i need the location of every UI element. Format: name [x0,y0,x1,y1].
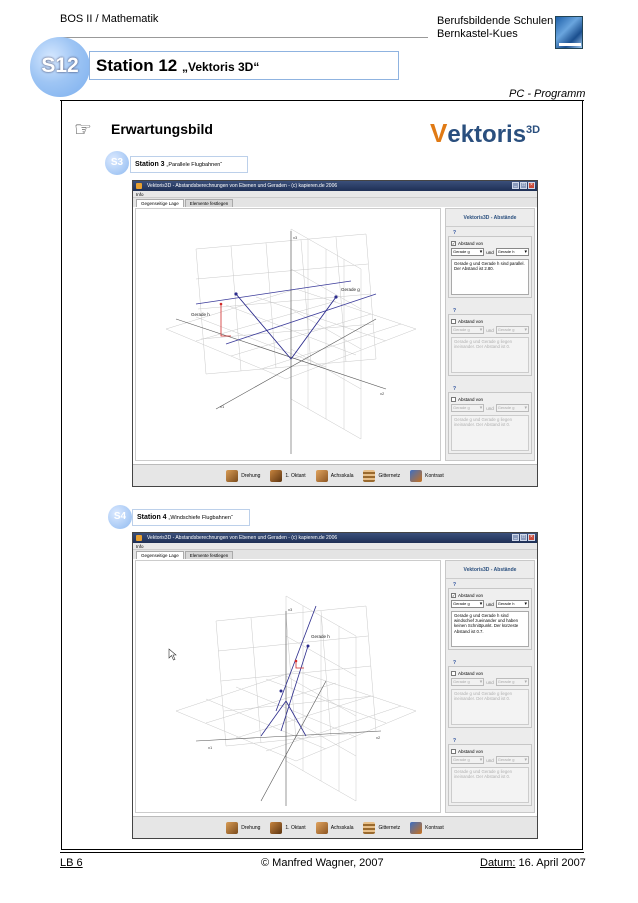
object1-select[interactable]: Gerade g ▾ [451,248,484,256]
gitternetz-label: Gitternetz [378,472,401,479]
minimize-button[interactable]: _ [512,182,519,189]
view-toolbar [133,464,537,486]
label-gerade-h: Gerade h [311,634,330,639]
school-name [437,15,553,41]
result-text: Gerade g und Gerade h sind windschief zueinander und haben keinen Schnittpunkt. Der kürzeste Abstand ist 0.7. [451,611,529,647]
label-x2: x2 [376,735,381,740]
distance-panel [445,208,535,461]
label-gerade-h: Gerade h [191,312,210,317]
station-badge: S12 [30,37,90,97]
result-text: Gerade g und Gerade g liegen ineinander. Der Abstand ist 0. [451,767,529,803]
and-label: und [486,327,494,333]
kontrast-button[interactable] [410,822,444,834]
oktant-label: 1. Oktant [285,472,306,479]
view-toolbar [133,816,537,838]
station4-title-sub: „Windschiefe Flugbahnen“ [168,515,233,521]
3d-canvas[interactable] [135,560,441,813]
scene-svg [136,561,442,814]
label-x1: x1 [208,745,213,750]
vektoris-logo-text: ektoris [447,121,527,148]
distance-group-1 [448,582,532,650]
result-text: Gerade g und Gerade g liegen ineinander. Der Abstand ist 0. [451,337,529,373]
object2-select[interactable]: Gerade g ▾ [496,404,529,412]
scene-svg [136,209,442,462]
contrast-icon [410,822,422,834]
section-heading: Erwartungsbild [111,121,213,137]
object1-select[interactable]: Gerade g ▾ [451,326,484,334]
grid-icon [363,470,375,482]
rotation-icon [226,470,238,482]
footer-rule [60,852,584,853]
vektoris-logo [430,118,570,154]
window-body [133,207,537,486]
tab-elemente-festlegen[interactable]: Elemente festlegen [185,551,234,559]
help-question[interactable]: ? [453,738,457,744]
station3-title-sub: „Parallele Flugbahnen“ [166,162,223,168]
window-titlebar[interactable] [133,181,537,191]
achsskala-label: Achsskala [330,472,354,479]
abstand-label: Abstand von [458,670,484,676]
gitternetz-label: Gitternetz [378,824,401,831]
close-button[interactable]: × [528,534,535,541]
station3-badge: S3 [105,151,129,175]
label-x1: x1 [220,404,225,409]
vektoris-logo-v: V [430,118,448,148]
and-label: und [486,249,494,255]
school-logo [555,16,583,49]
header-rule [60,37,428,38]
distance-panel [445,560,535,813]
category-label: PC - Programm [509,88,586,100]
abstand-checkbox[interactable] [451,397,456,402]
kontrast-label: Kontrast [425,472,444,479]
abstand-checkbox[interactable] [451,671,456,676]
abstand-label: Abstand von [458,240,484,246]
label-gerade-g: Gerade g [341,287,360,292]
grid-icon [363,822,375,834]
window-title: Vektoris3D - Abstandsberechnungen von Ebenen und Geraden - (c) kapieren.de 2006 [147,535,338,541]
abstand-label: Abstand von [458,318,484,324]
school-name-line1: Berufsbildende Schulen [437,15,554,27]
footer-date-label: Datum: [480,857,516,869]
drehung-label: Drehung [241,472,261,479]
footer-date [480,857,586,869]
3d-canvas[interactable] [135,208,441,461]
distance-group-1 [448,230,532,298]
help-question[interactable]: ? [453,660,457,666]
distance-group-3 [448,738,532,806]
achsskala-button[interactable] [316,470,354,482]
abstand-checkbox[interactable]: ✓ [452,240,456,246]
gitternetz-button[interactable] [363,822,400,834]
object2-select[interactable]: Gerade g ▾ [496,756,529,764]
tab-elemente-festlegen[interactable]: Elemente festlegen [185,199,234,207]
kontrast-label: Kontrast [425,824,444,831]
object2-select[interactable]: Gerade g ▾ [496,678,529,686]
object2-select[interactable]: Gerade h ▾ [496,600,529,608]
label-x3: x3 [288,607,293,612]
maximize-button[interactable]: □ [521,534,526,540]
footer-copyright: © Manfred Wagner, 2007 [261,857,384,869]
window-title: Vektoris3D - Abstandsberechnungen von Ebenen und Geraden - (c) kapieren.de 2006 [147,183,338,189]
close-button[interactable]: × [528,182,535,189]
distance-group-2 [448,660,532,728]
oktant-button[interactable] [270,822,305,834]
label-x2: x2 [380,391,385,396]
contrast-icon [410,470,422,482]
and-label: und [486,601,494,607]
lines [261,606,316,736]
label-x3: x3 [293,235,298,240]
panel-logo: Vektoris3D - Abstände [446,561,534,579]
result-text: Gerade g und Gerade g liegen ineinander. Der Abstand ist 0. [451,415,529,451]
object1-select[interactable]: Gerade g ▾ [451,404,484,412]
result-text: Gerade g und Gerade h sind parallel. Der Abstand ist 2.80. [451,259,529,295]
achsskala-button[interactable] [316,822,354,834]
gitternetz-button[interactable] [363,470,400,482]
tab-gegenseitige-lage[interactable]: Gegenseitige Lage [136,199,184,207]
distance-group-3 [448,386,532,454]
kontrast-button[interactable] [410,470,444,482]
station4-app-window [132,532,538,839]
course-label: BOS II / Mathematik [60,13,159,25]
page-title-main: Station 12 [96,56,178,75]
oktant-label: 1. Oktant [285,824,306,831]
app-icon [136,535,142,541]
grid-planes [176,596,416,801]
station3-title-main: Station 3 [135,161,165,168]
school-name-line2: Bernkastel-Kues [437,28,518,40]
footer-date-value: 16. April 2007 [518,857,586,869]
page-title [89,51,399,80]
object1-select[interactable]: Gerade g ▾ [451,600,484,608]
octant-icon [270,822,282,834]
abstand-label: Abstand von [458,748,484,754]
abstand-label: Abstand von [458,592,484,598]
drehung-button[interactable] [226,470,260,482]
rotation-icon [226,822,238,834]
tab-bar [133,550,537,559]
station4-title [132,509,250,526]
help-question[interactable]: ? [453,582,457,588]
axis-scale-icon [316,822,328,834]
app-icon [136,183,142,189]
distance-group-2 [448,308,532,376]
achsskala-label: Achsskala [330,824,354,831]
lines [196,281,376,359]
drehung-button[interactable] [226,822,260,834]
axis-scale-icon [316,470,328,482]
abstand-checkbox[interactable]: ✓ [452,592,456,598]
tab-bar [133,198,537,207]
window-titlebar[interactable] [133,533,537,543]
station4-title-main: Station 4 [137,514,167,521]
abstand-checkbox[interactable] [451,749,456,754]
help-question[interactable]: ? [453,230,457,236]
abstand-checkbox[interactable] [451,319,456,324]
footer-lb: LB 6 [60,857,83,869]
mouse-cursor-icon [169,649,176,660]
station4-badge: S4 [108,505,132,529]
axes [176,231,386,454]
help-question[interactable]: ? [453,386,457,392]
object1-select[interactable]: Gerade g ▾ [451,756,484,764]
result-text: Gerade g und Gerade g liegen ineinander. Der Abstand ist 0. [451,689,529,725]
station3-title [130,156,248,173]
pointing-hand-icon: ☞ [74,119,92,141]
panel-logo: Vektoris3D - Abstände [446,209,534,227]
and-label: und [486,405,494,411]
help-question[interactable]: ? [453,308,457,314]
page-title-sub: „Vektoris 3D“ [181,60,260,74]
abstand-label: Abstand von [458,396,484,402]
object2-select[interactable]: Gerade g ▾ [496,326,529,334]
window-body [133,559,537,838]
drehung-label: Drehung [241,824,261,831]
oktant-button[interactable] [270,470,305,482]
menu-info[interactable]: Info [133,543,537,550]
and-label: und [486,757,494,763]
maximize-button[interactable]: □ [521,182,526,188]
vektoris-logo-sup: 3D [526,124,541,136]
station3-app-window [132,180,538,487]
object1-select[interactable]: Gerade g ▾ [451,678,484,686]
object2-select[interactable]: Gerade h ▾ [496,248,529,256]
tab-gegenseitige-lage[interactable]: Gegenseitige Lage [136,551,184,559]
and-label: und [486,679,494,685]
menu-info[interactable]: Info [133,191,537,198]
minimize-button[interactable]: _ [512,534,519,541]
octant-icon [270,470,282,482]
